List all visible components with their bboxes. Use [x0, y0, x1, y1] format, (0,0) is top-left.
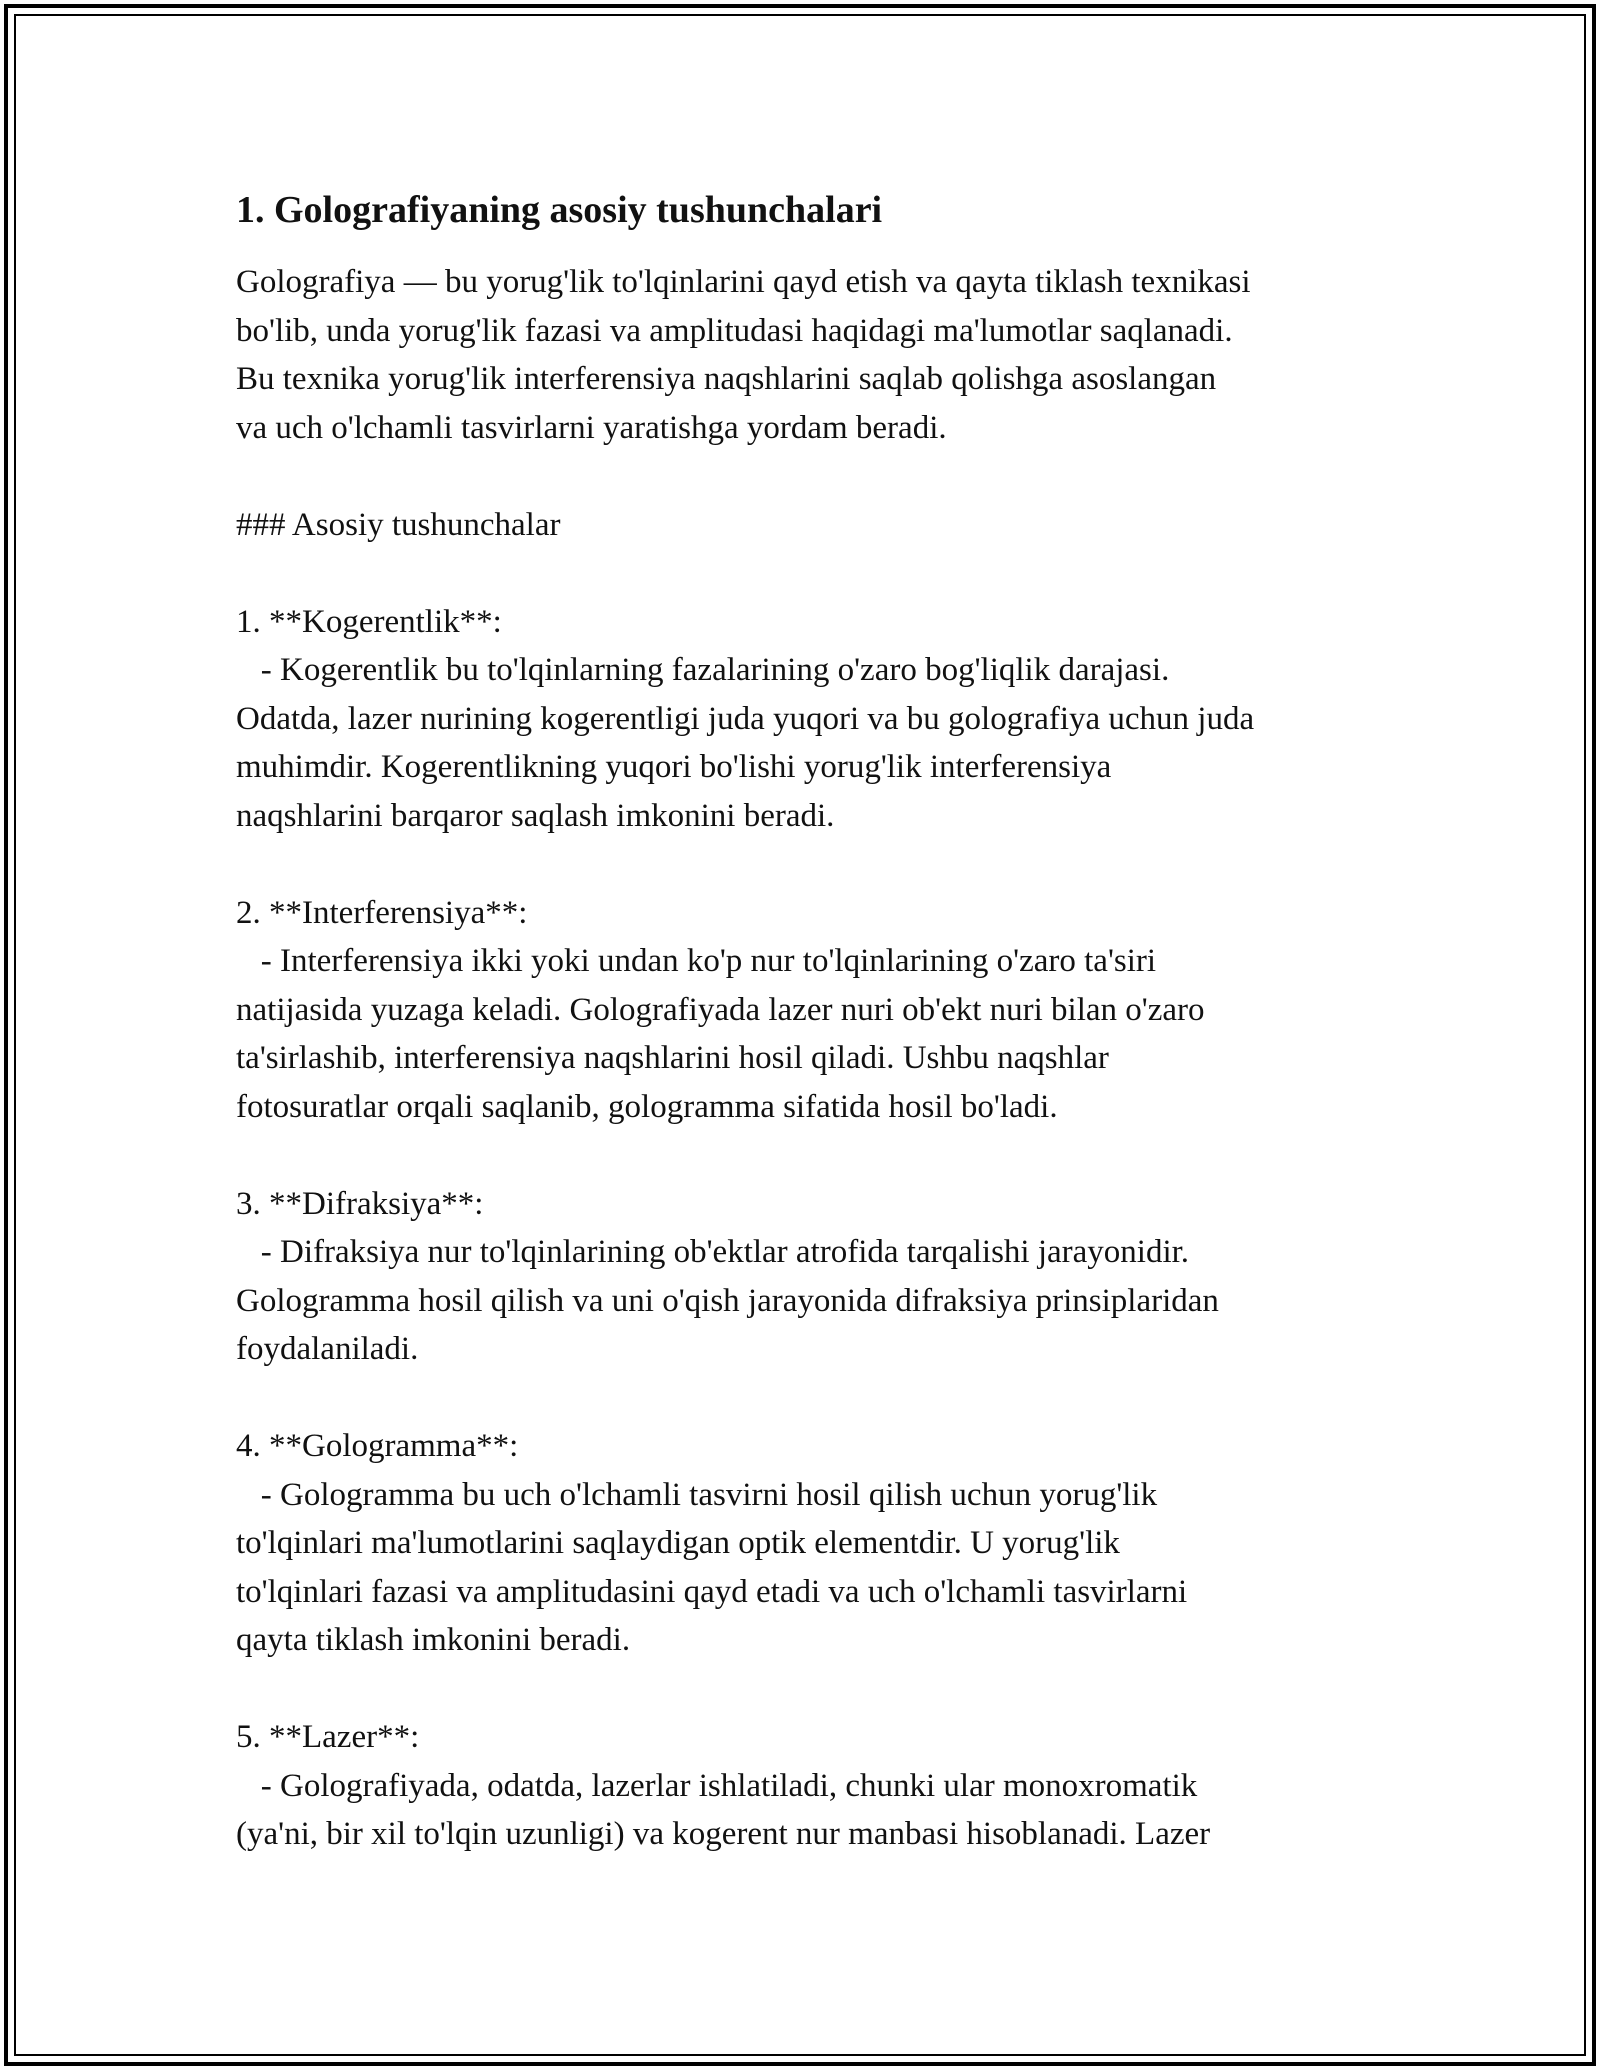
- concept-heading: 1. **Kogerentlik**:: [236, 603, 502, 640]
- concept-heading: 3. **Difraksiya**:: [236, 1185, 484, 1222]
- concept-line: qayta tiklash imkonini beradi.: [236, 1622, 631, 1658]
- concept-line: ta'sirlashib, interferensiya naqshlarini hosil qiladi. Ushbu naqshlar: [236, 1040, 1109, 1076]
- concept-line: (ya'ni, bir xil to'lqin uzunligi) va kogerent nur manbasi hisoblanadi. Lazer: [236, 1816, 1211, 1852]
- concept-item-lazer: [236, 1713, 1386, 1859]
- concept-line: muhimdir. Kogerentlikning yuqori bo'lishi yorug'lik interferensiya: [236, 749, 1112, 785]
- intro-paragraph: [236, 258, 1386, 452]
- intro-line: Golografiya — bu yorug'lik to'lqinlarini qayd etish va qayta tiklash texnikasi: [236, 264, 1251, 300]
- concept-item-gologramma: [236, 1422, 1386, 1665]
- intro-line: va uch o'lchamli tasvirlarni yaratishga yordam beradi.: [236, 409, 947, 446]
- intro-line: bo'lib, unda yorug'lik fazasi va amplitudasi haqidagi ma'lumotlar saqlanadi.: [236, 312, 1233, 349]
- concept-line: naqshlarini barqaror saqlash imkonini beradi.: [236, 797, 835, 834]
- concept-item-kogerentlik: [236, 598, 1386, 841]
- concept-line: foydalaniladi.: [236, 1331, 419, 1367]
- concept-line: natijasida yuzaga keladi. Golografiyada lazer nuri ob'ekt nuri bilan o'zaro: [236, 991, 1205, 1028]
- spacer: [236, 452, 1386, 501]
- concept-line: Odatda, lazer nurining kogerentligi juda yuqori va bu golografiya uchun juda: [236, 700, 1255, 737]
- concept-line: - Kogerentlik bu to'lqinlarning fazalarining o'zaro bog'liqlik darajasi.: [236, 652, 1170, 688]
- section-heading: ### Asosiy tushunchalar: [236, 506, 561, 543]
- document-body: [236, 186, 1386, 1859]
- concept-line: to'lqinlari ma'lumotlarini saqlaydigan optik elementdir. U yorug'lik: [236, 1525, 1120, 1561]
- concept-line: - Difraksiya nur to'lqinlarining ob'ektlar atrofida tarqalishi jarayonidir.: [236, 1234, 1190, 1270]
- concept-line: - Gologramma bu uch o'lchamli tasvirni hosil qilish uchun yorug'lik: [236, 1476, 1158, 1513]
- concept-heading: 2. **Interferensiya**:: [236, 894, 528, 931]
- spacer: [236, 840, 1386, 889]
- spacer: [236, 1665, 1386, 1714]
- concept-heading: 4. **Gologramma**:: [236, 1428, 519, 1464]
- concept-line: to'lqinlari fazasi va amplitudasini qayd etadi va uch o'lchamli tasvirlarni: [236, 1573, 1188, 1610]
- concept-heading: 5. **Lazer**:: [236, 1719, 420, 1755]
- concept-line: - Golografiyada, odatda, lazerlar ishlatiladi, chunki ular monoxromatik: [236, 1767, 1198, 1804]
- spacer: [236, 1131, 1386, 1180]
- concept-line: Gologramma hosil qilish va uni o'qish jarayonida difraksiya prinsiplaridan: [236, 1282, 1219, 1319]
- concept-item-difraksiya: [236, 1180, 1386, 1374]
- concept-item-interferensiya: [236, 889, 1386, 1132]
- concept-line: - Interferensiya ikki yoki undan ko'p nur to'lqinlarining o'zaro ta'siri: [236, 943, 1157, 979]
- spacer: [236, 1374, 1386, 1423]
- intro-line: Bu texnika yorug'lik interferensiya naqshlarini saqlab qolishga asoslangan: [236, 361, 1217, 397]
- document-title: 1. Golografiyaning asosiy tushunchalari: [236, 189, 883, 231]
- spacer: [236, 549, 1386, 598]
- concept-line: fotosuratlar orqali saqlanib, gologramma sifatida hosil bo'ladi.: [236, 1088, 1058, 1125]
